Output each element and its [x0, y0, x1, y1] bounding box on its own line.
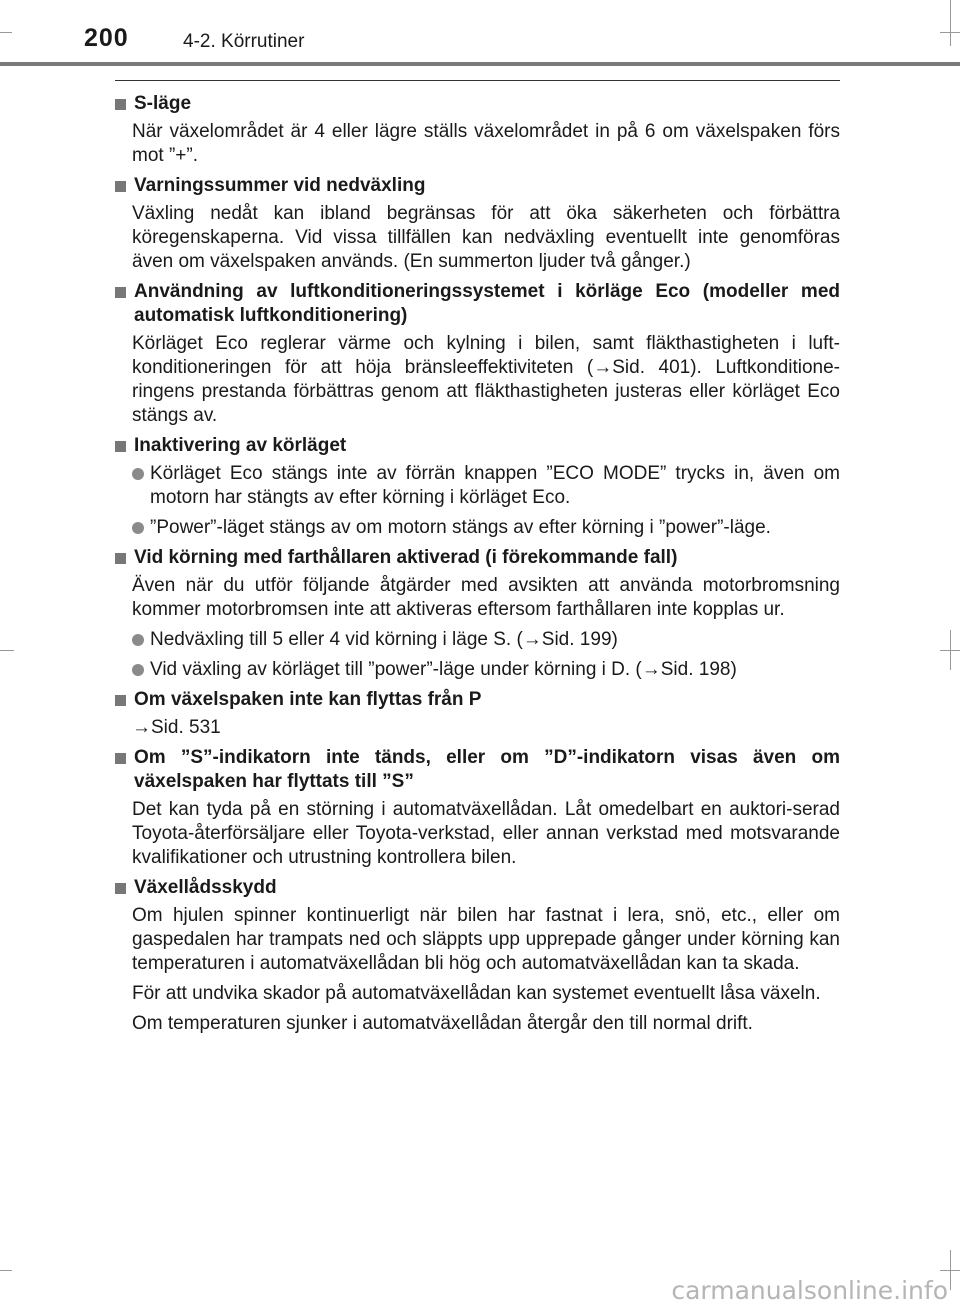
paragraph: Växling nedåt kan ibland begränsas för att öka säkerheten och förbättra köregenskaperna. Vid vissa tillfällen kan nedväxling eventuellt inte genomföras även om växelspaken används. (En summerton ljuder två gånger.) [132, 203, 840, 272]
section-heading-text: Om ”S”-indikatorn inte tänds, eller om ”D”-indikatorn visas även om växelspaken har flyttats till ”S” [134, 747, 840, 792]
list-item-text: Nedväxling till 5 eller 4 vid körning i läge S. (→Sid. 199) [150, 629, 618, 650]
section [113, 546, 840, 682]
section-heading-text: Varningssummer vid nedväxling [134, 175, 426, 196]
section-heading-text: Användning av luftkonditioneringssystemet i körläge Eco (modeller med automatisk luftkonditionering) [134, 281, 840, 326]
list-item-text: ”Power”-läget stängs av om motorn stängs av efter körning i ”power”-läge. [150, 517, 771, 538]
list-item-text: Körläget Eco stängs inte av förrän knappen ”ECO MODE” trycks in, även om motorn har stängts av efter körning i körläget Eco. [150, 463, 840, 508]
section-heading-text: S-läge [134, 93, 192, 114]
square-bullet-icon [115, 99, 126, 110]
square-bullet-icon [115, 441, 126, 452]
round-bullet-icon [132, 634, 144, 646]
section-heading [113, 746, 840, 794]
section-heading [113, 434, 840, 458]
square-bullet-icon [115, 287, 126, 298]
paragraph: Om temperaturen sjunker i automatväxellådan återgår den till normal drift. [132, 1013, 753, 1034]
square-bullet-icon [115, 695, 126, 706]
list-item [132, 516, 840, 540]
chapter-title: 4-2. Körrutiner [183, 31, 305, 52]
section-heading [113, 174, 840, 198]
square-bullet-icon [115, 553, 126, 564]
paragraph: Om hjulen spinner kontinuerligt när bilen har fastnat i lera, snö, etc., eller om gaspedalen har trampats ned och släppts upp upprepade gånger under körning kan temperaturen i automatväxellådan bli hög och automatväxellådan kan ta skada. [132, 905, 840, 974]
paragraph: Det kan tyda på en störning i automatväxellådan. Låt omedelbart en auktori-serad Toyota-återförsäljare eller Toyota-verkstad, eller annan verkstad med motsvarande kvalifikationer och utrustning kontrollera bilen. [132, 799, 840, 868]
page-header [0, 0, 960, 66]
page-content [113, 92, 840, 1042]
list-item [132, 658, 840, 682]
paragraph: →Sid. 531 [132, 717, 221, 738]
section-heading [113, 280, 840, 328]
section [113, 92, 840, 168]
crop-mark [0, 650, 14, 651]
header-rule [0, 62, 960, 66]
section [113, 746, 840, 870]
paragraph: För att undvika skador på automatväxellådan kan systemet eventuellt låsa växeln. [132, 983, 821, 1004]
paragraph: Även när du utför följande åtgärder med avsikten att använda motorbromsning kommer motorbromsen inte att aktiveras eftersom farthållaren inte kopplas ur. [132, 575, 840, 620]
round-bullet-icon [132, 468, 144, 480]
section-heading-text: Växellådsskydd [134, 877, 277, 898]
section [113, 688, 840, 740]
crop-mark [940, 1270, 960, 1271]
round-bullet-icon [132, 664, 144, 676]
section-heading [113, 546, 840, 570]
section-heading-text: Om växelspaken inte kan flyttas från P [134, 689, 482, 710]
section-heading [113, 876, 840, 900]
crop-mark [940, 650, 960, 651]
section [113, 876, 840, 1036]
section [113, 280, 840, 428]
square-bullet-icon [115, 883, 126, 894]
square-bullet-icon [115, 753, 126, 764]
list-item [132, 628, 840, 652]
paragraph: När växelområdet är 4 eller lägre ställs växelområdet in på 6 om växelspaken förs mot ”+”. [132, 121, 840, 166]
crop-mark [940, 32, 960, 33]
paragraph: Körläget Eco reglerar värme och kylning i bilen, samt fläkthastigheten i luft-konditioneringen för att höja bränsleeffektiviteten (→Sid. 401). Luftkonditione-ringens prestanda förbättras genom att fläkthastigheten justeras eller körläget Eco stängs av. [132, 333, 840, 426]
section [113, 434, 840, 540]
list-item [132, 462, 840, 510]
list-item-text: Vid växling av körläget till ”power”-läge under körning i D. (→Sid. 198) [150, 659, 737, 680]
square-bullet-icon [115, 181, 126, 192]
watermark: carmanualsonline.info [671, 1276, 948, 1305]
crop-mark [0, 1270, 12, 1271]
section-heading-text: Inaktivering av körläget [134, 435, 347, 456]
section-heading [113, 688, 840, 712]
content-top-rule [115, 80, 840, 81]
crop-mark [950, 0, 951, 46]
round-bullet-icon [132, 522, 144, 534]
section-heading-text: Vid körning med farthållaren aktiverad (i förekommande fall) [134, 547, 678, 568]
crop-mark [0, 32, 12, 33]
section [113, 174, 840, 274]
section-heading [113, 92, 840, 116]
page-number: 200 [84, 24, 129, 52]
